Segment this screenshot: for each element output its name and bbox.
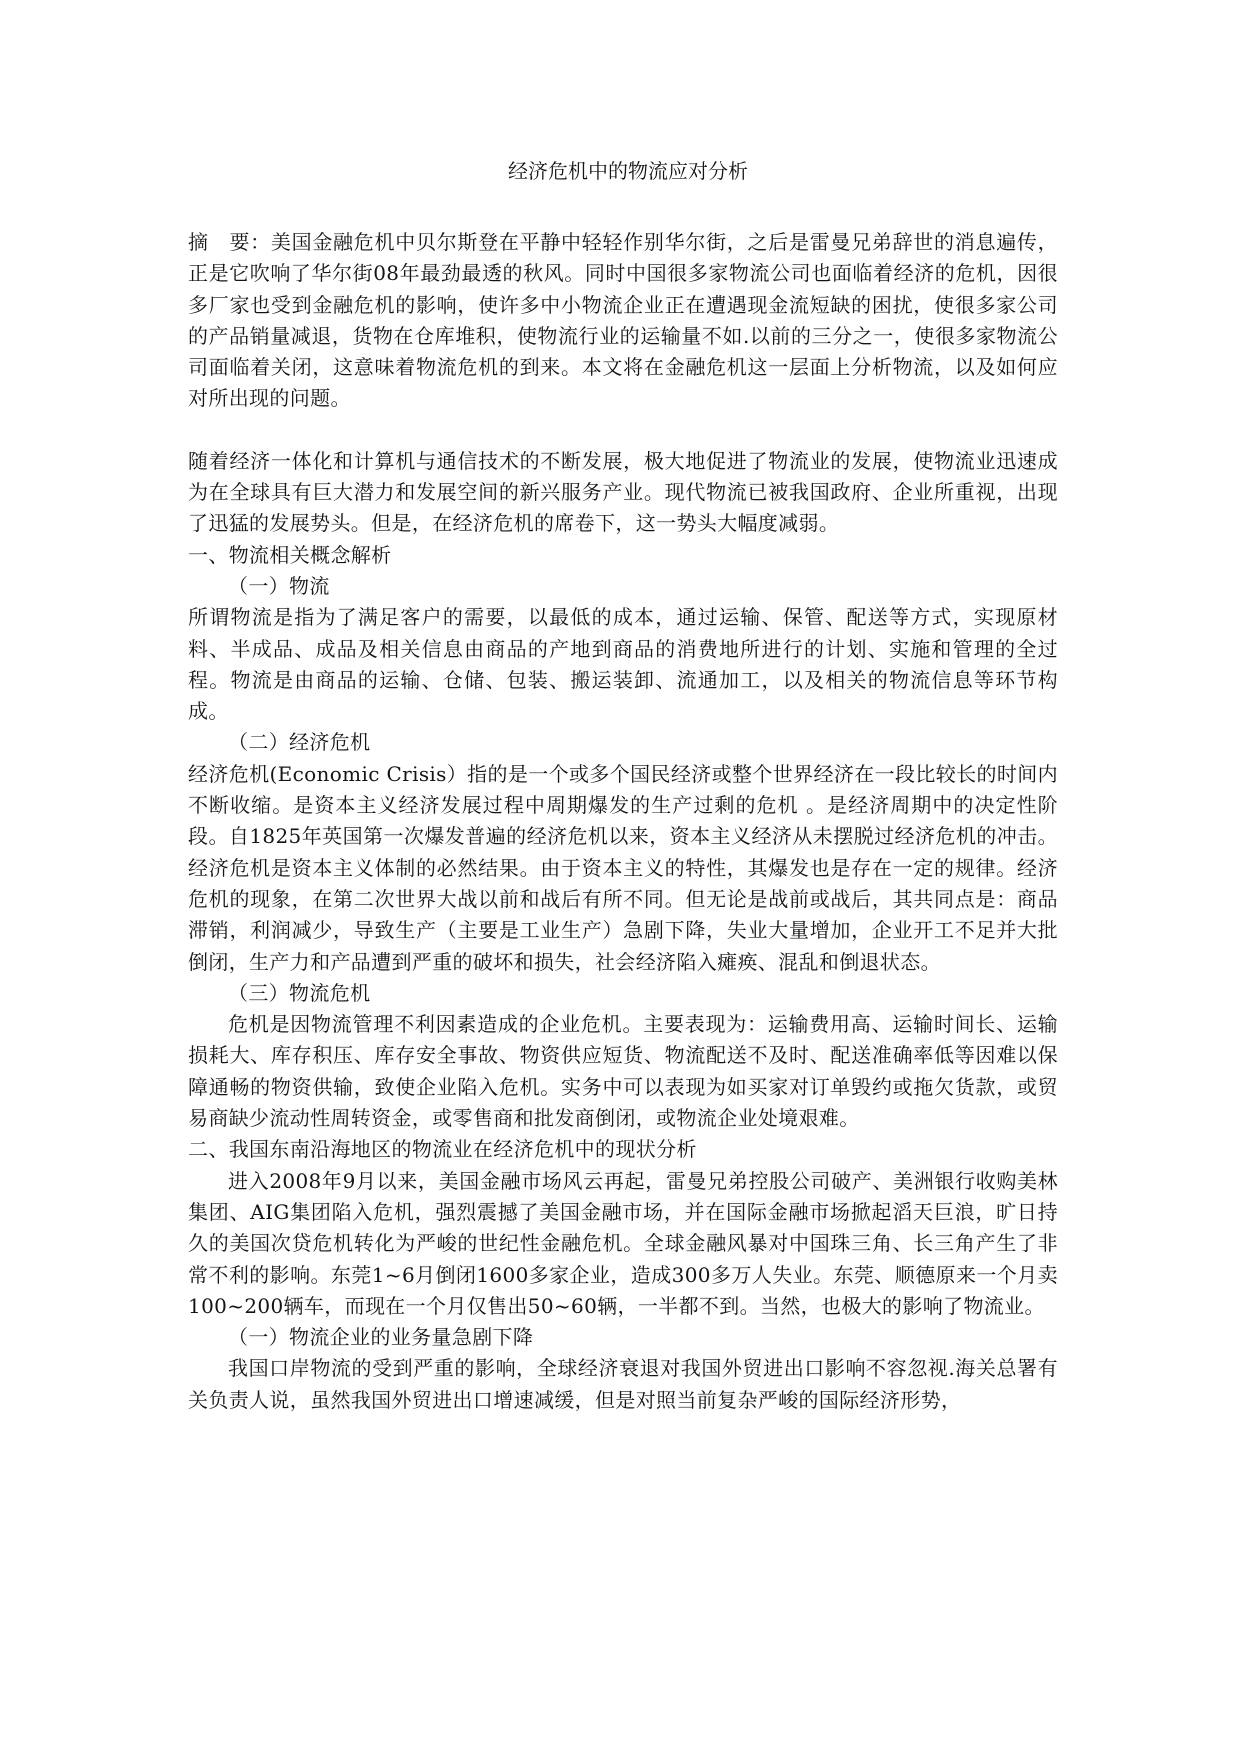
- paragraph-gap: [188, 415, 1058, 446]
- logistics-definition-paragraph: 所谓物流是指为了满足客户的需要，以最低的成本，通过运输、保管、配送等方式，实现原材料、半成品、成品及相关信息由商品的产地到商品的消费地所进行的计划、实施和管理的全过程。物流是由商品的运输、仓储、包装、搬运装卸、流通加工，以及相关的物流信息等环节构成。: [188, 605, 1058, 724]
- business-decline-paragraph: 我国口岸物流的受到严重的影响，全球经济衰退对我国外贸进出口影响不容忽视.海关总署有关负责人说，虽然我国外贸进出口增速减缓，但是对照当前复杂严峻的国际经济形势，: [188, 1356, 1058, 1412]
- subsection-heading-logistics: （一）物流: [228, 573, 330, 598]
- section-heading-2: 二、我国东南沿海地区的物流业在经济危机中的现状分析: [188, 1137, 697, 1162]
- section-heading-1: 一、物流相关概念解析: [188, 542, 392, 567]
- subsection-heading-logistics-crisis: （三）物流危机: [228, 980, 371, 1005]
- subsection-heading-economic-crisis: （二）经济危机: [228, 730, 371, 755]
- subsection-heading-business-decline: （一）物流企业的业务量急剧下降: [228, 1325, 534, 1350]
- economic-crisis-paragraph: 经济危机(Economic Crisis）指的是一个或多个国民经济或整个世界经济在一段比较长的时间内不断收缩。是资本主义经济发展过程中周期爆发的生产过剩的危机 。是经济周期中的决定性阶段。自1825年英国第一次爆发普遍的经济危机以来，资本主义经济从未摆脱过经济危机的冲击。 经济危机是资本主义体制的必然结果。由于资本主义的特性，其爆发也是存在一定的规律。经济危机的现象，在第二次世界大战以前和战后有所不同。但无论是战前或战后，其共同点是：商品滞销，利润减少，导致生产（主要是工业生产）急剧下降，失业大量增加，企业开工不足并大批倒闭，生产力和产品遭到严重的破坏和损失，社会经济陷入瘫痪、混乱和倒退状态。: [188, 761, 1058, 974]
- document-title: 经济危机中的物流应对分析: [508, 159, 748, 183]
- abstract-paragraph: 摘 要：美国金融危机中贝尔斯登在平静中轻轻作别华尔街，之后是雷曼兄弟辞世的消息遍传，正是它吹响了华尔街08年最劲最透的秋风。同时中国很多家物流公司也面临着经济的危机，因很多厂家也受到金融危机的影响，使许多中小物流企业正在遭遇现金流短缺的困扰，使很多家公司的产品销量减退，货物在仓库堆积，使物流行业的运输量不如.以前的三分之一，使很多家物流公司面临着关闭，这意味着物流危机的到来。本文将在金融危机这一层面上分析物流，以及如何应对所出现的问题。: [188, 230, 1058, 411]
- current-situation-paragraph: 进入2008年9月以来，美国金融市场风云再起，雷曼兄弟控股公司破产、美洲银行收购美林集团、AIG集团陷入危机，强烈震撼了美国金融市场，并在国际金融市场掀起滔天巨浪，旷日持久的美国次贷危机转化为严峻的世纪性金融危机。全球金融风暴对中国珠三角、长三角产生了非常不利的影响。东莞1~6月倒闭1600多家企业，造成300多万人失业。东莞、顺德原来一个月卖100~200辆车，而现在一个月仅售出50~60辆，一半都不到。当然，也极大的影响了物流业。: [188, 1168, 1058, 1318]
- document-page: [188, 154, 1058, 1416]
- intro-paragraph: 随着经济一体化和计算机与通信技术的不断发展，极大地促进了物流业的发展，使物流业迅速成为在全球具有巨大潜力和发展空间的新兴服务产业。现代物流已被我国政府、企业所重视，出现了迅猛的发展势头。但是，在经济危机的席卷下，这一势头大幅度减弱。: [188, 448, 1058, 536]
- logistics-crisis-paragraph: 危机是因物流管理不利因素造成的企业危机。主要表现为：运输费用高、运输时间长、运输损耗大、库存积压、库存安全事故、物资供应短货、物流配送不及时、配送准确率低等因难以保障通畅的物资供输，致使企业陷入危机。实务中可以表现为如买家对订单毁约或拖欠货款，或贸易商缺少流动性周转资金，或零售商和批发商倒闭，或物流企业处境艰难。: [188, 1012, 1058, 1131]
